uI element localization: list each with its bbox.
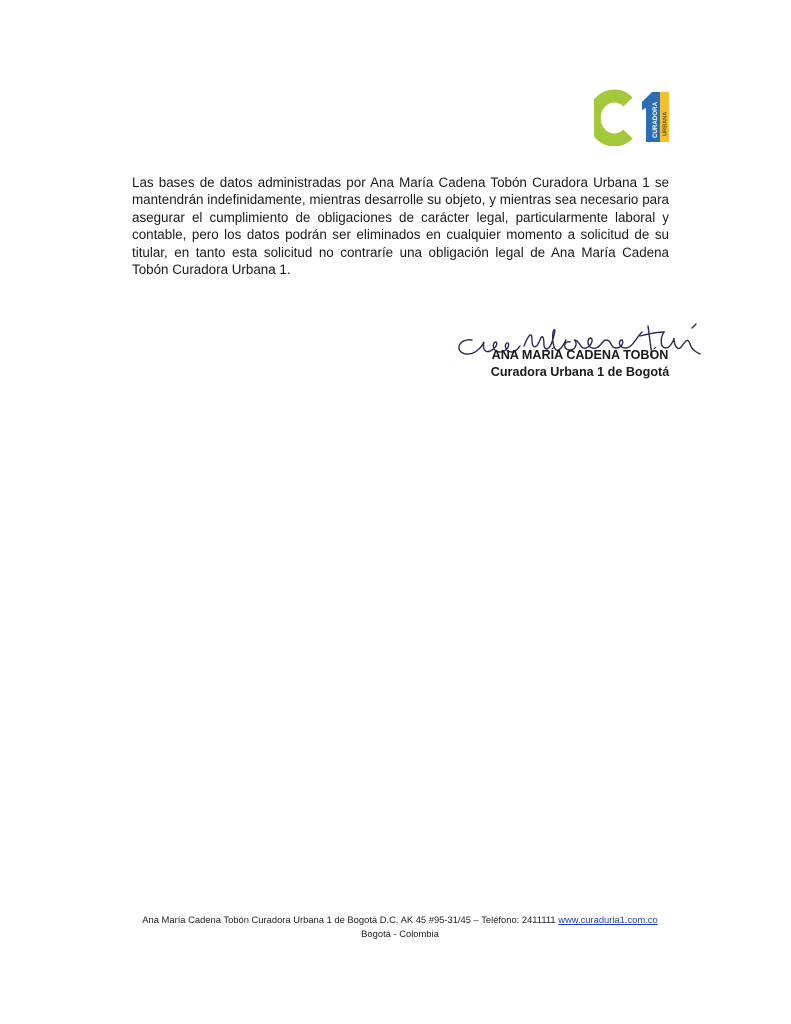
curaduria-logo xyxy=(594,88,674,146)
body-paragraph: Las bases de datos administradas por Ana María Cadena Tobón Curadora Urbana 1 se mantendrán indefinidamente, mientras desarrolle su objeto, y mientras sea necesario para asegurar el cumplimiento de obligaciones de carácter legal, particularmente laboral y contable, pero los datos podrán ser eliminados en cualquier momento a solicitud de su titular, en tanto esta solicitud no contraríe una obligación legal de Ana María Cadena Tobón Curadora Urbana 1. xyxy=(132,175,669,278)
c1-logo-icon xyxy=(594,88,674,146)
signer-title: Curadora Urbana 1 de Bogotá xyxy=(490,365,670,379)
footer-address-line xyxy=(110,914,690,925)
logo-text-urbana: URBANA xyxy=(662,111,669,136)
footer-city-line: Bogotá - Colombia xyxy=(361,928,439,939)
logo-text-curadora: CURADORA xyxy=(652,101,659,138)
logo-c-shape xyxy=(594,96,628,140)
signer-name: ANA MARÍA CADENA TOBÓN xyxy=(491,348,669,362)
footer-address-text: Ana María Cadena Tobón Curadora Urbana 1 de Bogotá D.C. AK 45 #95-31/45 – Teléfono: 2411111 xyxy=(142,914,556,925)
footer-website-link[interactable]: www.curaduria1.com.co xyxy=(558,914,658,925)
